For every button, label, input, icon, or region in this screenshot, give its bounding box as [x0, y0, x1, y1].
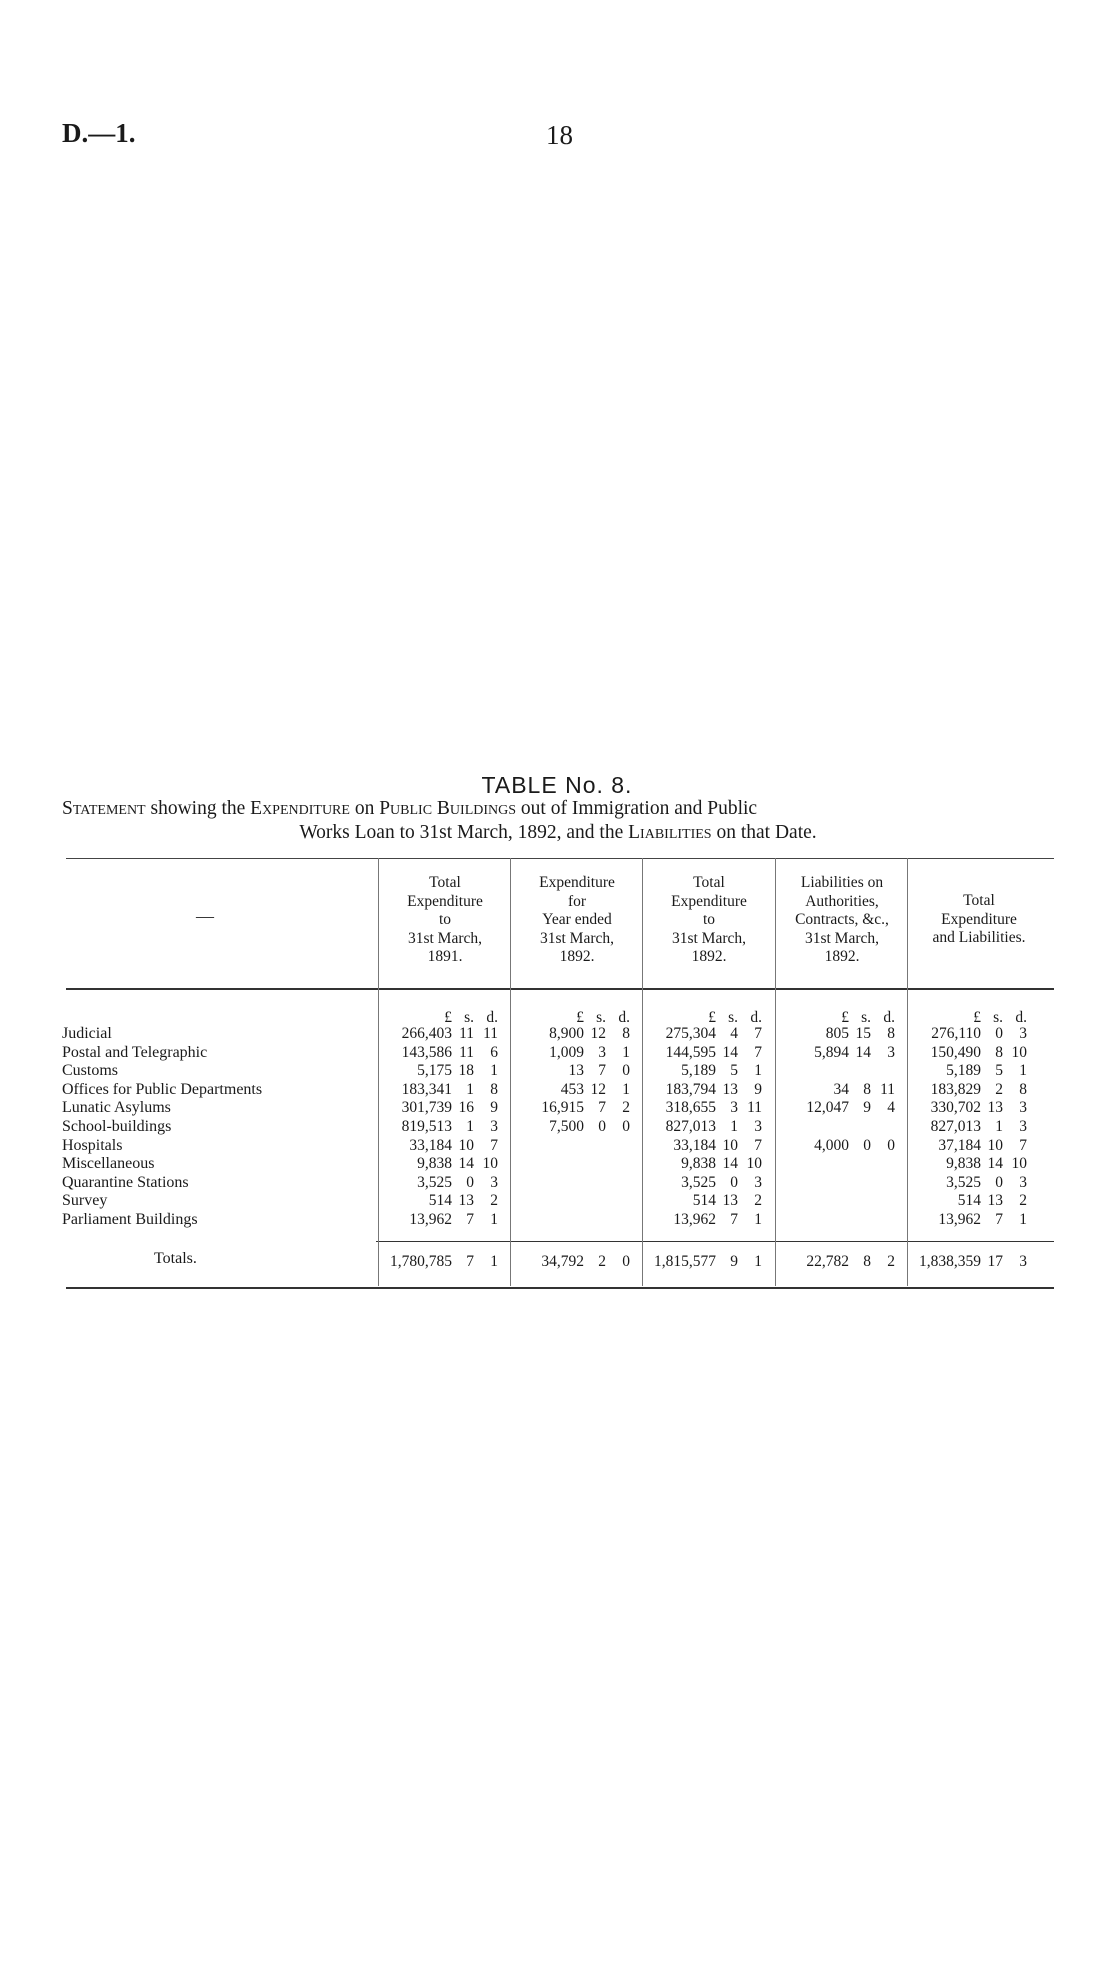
shillings-value: 1: [466, 1080, 474, 1098]
caption-text: on: [349, 798, 380, 819]
totals-top-rule: [376, 1241, 1054, 1242]
pence-value: 7: [1019, 1136, 1027, 1154]
unit-pounds: £: [708, 1009, 716, 1026]
shillings-value: 11: [459, 1043, 474, 1061]
unit-shillings: s.: [596, 1009, 606, 1026]
column-separator: [378, 858, 379, 1286]
column-separator: [642, 858, 643, 1286]
pounds-value: 5,894: [814, 1043, 849, 1061]
shillings-value: 3: [598, 1043, 606, 1061]
shillings-value: 13: [722, 1080, 738, 1098]
total-shillings: 7: [466, 1253, 474, 1270]
shillings-value: 12: [590, 1080, 606, 1098]
unit-pounds: £: [576, 1009, 584, 1026]
header-line: Total: [429, 874, 461, 891]
row-label: Parliament Buildings: [62, 1210, 198, 1228]
pounds-value: 8,900: [549, 1025, 584, 1042]
row-label: Miscellaneous: [62, 1155, 155, 1173]
pounds-value: 5,175: [417, 1062, 452, 1080]
pence-value: 8: [490, 1080, 498, 1098]
pounds-value: 5,189: [681, 1062, 716, 1080]
header-line: Expenditure: [671, 892, 747, 910]
row-label: Judicial: [62, 1025, 112, 1042]
totals-label: Totals.: [154, 1250, 197, 1267]
pence-value: 9: [490, 1099, 498, 1117]
column-header-4: [777, 874, 907, 967]
pence-value: 10: [1011, 1043, 1027, 1061]
pence-value: 10: [746, 1155, 762, 1173]
shillings-value: 7: [730, 1210, 738, 1228]
pounds-value: 9,838: [946, 1155, 981, 1173]
row-label: Quarantine Stations: [62, 1173, 189, 1191]
table-bottom-rule: [66, 1287, 1054, 1289]
unit-pounds: £: [973, 1009, 981, 1026]
row-label: School-buildings: [62, 1117, 172, 1135]
shillings-value: 14: [855, 1043, 871, 1061]
pence-value: 7: [754, 1043, 762, 1061]
total-pounds: 1,838,359: [919, 1253, 981, 1270]
pence-value: 2: [754, 1192, 762, 1210]
pounds-value: 453: [560, 1080, 584, 1098]
header-line: Authorities,: [805, 892, 879, 910]
header-line: to: [702, 911, 716, 928]
shillings-value: 1: [730, 1117, 738, 1135]
pounds-value: 4,000: [814, 1136, 849, 1154]
caption-text: Works Loan to 31st March, 1892, and the: [299, 822, 629, 843]
unit-pence: d.: [1015, 1009, 1027, 1026]
header-line: 1892.: [691, 948, 727, 965]
unit-pence: d.: [618, 1009, 630, 1026]
pounds-value: 276,110: [931, 1025, 981, 1042]
shillings-value: 16: [458, 1099, 474, 1117]
header-line: Year ended: [542, 911, 612, 928]
shillings-value: 1: [466, 1117, 474, 1135]
pounds-value: 9,838: [417, 1155, 452, 1173]
total-pounds: 22,782: [806, 1253, 849, 1270]
pence-value: 3: [490, 1117, 498, 1135]
header-line: Total: [693, 874, 725, 891]
header-line: Contracts, &c.,: [795, 911, 889, 928]
row-label: Hospitals: [62, 1136, 123, 1154]
row-labels: [62, 1025, 262, 1230]
pounds-value: 13,962: [409, 1210, 452, 1228]
header-line: 31st March,: [804, 929, 880, 947]
shillings-value: 10: [458, 1136, 474, 1154]
pounds-value: 13: [568, 1062, 584, 1080]
pounds-value: 827,013: [665, 1117, 716, 1135]
total-pence: 1: [490, 1253, 498, 1270]
pounds-value: 318,655: [665, 1099, 716, 1117]
pence-value: 1: [490, 1210, 498, 1228]
unit-pence: d.: [883, 1009, 895, 1026]
unit-shillings: s.: [728, 1009, 738, 1026]
caption-word: Public Buildings: [379, 798, 517, 819]
column-header-3: [644, 874, 774, 967]
header-line: Expenditure: [539, 874, 615, 891]
pounds-value: 9,838: [681, 1155, 716, 1173]
shillings-value: 0: [995, 1025, 1003, 1042]
caption-word: Expenditure: [250, 798, 350, 819]
pence-value: 1: [622, 1043, 630, 1061]
pence-value: 1: [1019, 1210, 1027, 1228]
header-line: and Liabilities.: [932, 929, 1026, 946]
pence-value: 0: [887, 1136, 895, 1154]
shillings-value: 5: [995, 1062, 1003, 1080]
shillings-value: 7: [995, 1210, 1003, 1228]
unit-shillings: s.: [993, 1009, 1003, 1026]
pounds-value: 37,184: [938, 1136, 981, 1154]
header-line: to: [438, 911, 452, 928]
header-line: 1892.: [824, 948, 860, 965]
row-label: Lunatic Asylums: [62, 1099, 171, 1117]
pence-value: 3: [1019, 1025, 1027, 1042]
pence-value: 3: [754, 1173, 762, 1191]
pence-value: 2: [1019, 1192, 1027, 1210]
pounds-value: 805: [825, 1025, 849, 1042]
pounds-value: 514: [957, 1192, 981, 1210]
table-caption: [62, 797, 1054, 845]
pence-value: 1: [622, 1080, 630, 1098]
shillings-value: 13: [987, 1192, 1003, 1210]
pence-value: 11: [880, 1080, 895, 1098]
header-line: 1892.: [559, 948, 595, 965]
table-title: TABLE No. 8.: [481, 772, 633, 798]
column-header-2: [512, 874, 642, 967]
shillings-value: 10: [987, 1136, 1003, 1154]
shillings-value: 9: [863, 1099, 871, 1117]
column-separator: [907, 858, 908, 1286]
header-line: Liabilities on: [800, 874, 884, 891]
unit-shillings: s.: [861, 1009, 871, 1026]
pence-value: 4: [887, 1099, 895, 1117]
pence-value: 8: [1019, 1080, 1027, 1098]
pence-value: 11: [747, 1099, 762, 1117]
pence-value: 7: [754, 1025, 762, 1042]
pounds-value: 301,739: [401, 1099, 452, 1117]
row-label: Postal and Telegraphic: [62, 1043, 208, 1061]
pounds-value: 13,962: [938, 1210, 981, 1228]
pounds-value: 1,009: [549, 1043, 584, 1061]
shillings-value: 15: [855, 1025, 871, 1042]
shillings-value: 4: [730, 1025, 738, 1042]
pounds-value: 150,490: [930, 1043, 981, 1061]
pence-value: 3: [887, 1043, 895, 1061]
unit-pounds: £: [841, 1009, 849, 1026]
total-shillings: 8: [863, 1253, 871, 1270]
pounds-value: 144,595: [665, 1043, 716, 1061]
header-line: 1891.: [427, 948, 463, 965]
pounds-value: 330,702: [930, 1099, 981, 1117]
header-line: for: [567, 892, 587, 910]
caption-text: on that Date.: [711, 822, 817, 843]
shillings-value: 0: [466, 1173, 474, 1191]
total-pence: 2: [887, 1253, 895, 1270]
pounds-value: 7,500: [549, 1117, 584, 1135]
shillings-value: 14: [722, 1155, 738, 1173]
table-top-rule: [66, 858, 1054, 859]
pence-value: 8: [887, 1025, 895, 1042]
pence-value: 8: [622, 1025, 630, 1042]
pence-value: 1: [754, 1210, 762, 1228]
pence-value: 7: [754, 1136, 762, 1154]
shillings-value: 18: [458, 1062, 474, 1080]
total-pounds: 1,815,577: [654, 1253, 716, 1270]
pounds-value: 33,184: [673, 1136, 716, 1154]
pounds-value: 34: [833, 1080, 849, 1098]
header-line: Expenditure: [407, 892, 483, 910]
pounds-value: 12,047: [806, 1099, 849, 1117]
pence-value: 3: [1019, 1099, 1027, 1117]
shillings-value: 5: [730, 1062, 738, 1080]
pounds-value: 143,586: [401, 1043, 452, 1061]
shillings-value: 8: [863, 1080, 871, 1098]
shillings-value: 7: [598, 1062, 606, 1080]
caption-word: Statement: [62, 798, 146, 819]
shillings-value: 13: [722, 1192, 738, 1210]
caption-word: Liabilities: [628, 822, 712, 843]
caption-text: out of Immigration and Public: [516, 798, 758, 819]
total-shillings: 17: [987, 1253, 1003, 1270]
shillings-value: 11: [459, 1025, 474, 1042]
pounds-value: 514: [692, 1192, 716, 1210]
unit-pence: d.: [750, 1009, 762, 1026]
pence-value: 2: [622, 1099, 630, 1117]
shillings-value: 0: [995, 1173, 1003, 1191]
shillings-value: 10: [722, 1136, 738, 1154]
header-line: 31st March,: [671, 929, 747, 947]
header-line: Expenditure: [941, 910, 1017, 928]
pounds-value: 514: [428, 1192, 452, 1210]
pence-value: 3: [754, 1117, 762, 1135]
header-line: Total: [963, 892, 995, 909]
pounds-value: 13,962: [673, 1210, 716, 1228]
pence-value: 0: [622, 1117, 630, 1135]
unit-shillings: s.: [464, 1009, 474, 1026]
shillings-value: 3: [730, 1099, 738, 1117]
header-line: 31st March,: [539, 929, 615, 947]
shillings-value: 12: [590, 1025, 606, 1042]
pounds-value: 16,915: [541, 1099, 584, 1117]
pence-value: 2: [490, 1192, 498, 1210]
pounds-value: 275,304: [665, 1025, 716, 1042]
row-label: Survey: [62, 1192, 108, 1210]
shillings-value: 14: [722, 1043, 738, 1061]
page-number: 18: [546, 120, 573, 150]
shillings-value: 7: [466, 1210, 474, 1228]
pounds-value: 33,184: [409, 1136, 452, 1154]
shillings-value: 13: [458, 1192, 474, 1210]
pounds-value: 3,525: [417, 1173, 452, 1191]
pounds-value: 819,513: [401, 1117, 452, 1135]
total-pence: 0: [622, 1253, 630, 1270]
shillings-value: 7: [598, 1099, 606, 1117]
total-shillings: 2: [598, 1253, 606, 1270]
row-label: Customs: [62, 1062, 119, 1080]
shillings-value: 14: [987, 1155, 1003, 1173]
unit-pounds: £: [444, 1009, 452, 1026]
document-reference: D.—1.: [62, 118, 136, 148]
pence-value: 6: [490, 1043, 498, 1061]
column-separator: [510, 858, 511, 1286]
pence-value: 1: [754, 1062, 762, 1080]
shillings-value: 1: [995, 1117, 1003, 1135]
shillings-value: 0: [730, 1173, 738, 1191]
column-header-1: [380, 874, 510, 967]
pence-value: 0: [622, 1062, 630, 1080]
pence-value: 1: [1019, 1062, 1027, 1080]
pounds-value: 183,829: [930, 1080, 981, 1098]
caption-line-2: [62, 821, 1054, 845]
total-pence: 1: [754, 1253, 762, 1270]
header-line: 31st March,: [407, 929, 483, 947]
shillings-value: 0: [863, 1136, 871, 1154]
pence-value: 3: [490, 1173, 498, 1191]
pounds-value: 5,189: [946, 1062, 981, 1080]
pence-value: 3: [1019, 1173, 1027, 1191]
pence-value: 1: [490, 1062, 498, 1080]
row-label: Offices for Public Departments: [62, 1080, 263, 1098]
pounds-value: 3,525: [946, 1173, 981, 1191]
pence-value: 11: [483, 1025, 498, 1042]
stub-header-dash: —: [196, 906, 214, 926]
total-pounds: 34,792: [541, 1253, 584, 1270]
pence-value: 10: [482, 1155, 498, 1173]
shillings-value: 0: [598, 1117, 606, 1135]
shillings-value: 2: [995, 1080, 1003, 1098]
header-bottom-rule: [66, 988, 1054, 990]
pounds-value: 3,525: [681, 1173, 716, 1191]
pence-value: 10: [1011, 1155, 1027, 1173]
total-pence: 3: [1019, 1253, 1027, 1270]
pence-value: 7: [490, 1136, 498, 1154]
total-shillings: 9: [730, 1253, 738, 1270]
shillings-value: 14: [458, 1155, 474, 1173]
pence-value: 9: [754, 1080, 762, 1098]
column-separator: [775, 858, 776, 1286]
pounds-value: 266,403: [401, 1025, 452, 1042]
caption-text: showing the: [145, 798, 251, 819]
total-pounds: 1,780,785: [390, 1253, 452, 1270]
shillings-value: 8: [995, 1043, 1003, 1061]
column-header-5: [909, 892, 1049, 948]
unit-pence: d.: [486, 1009, 498, 1026]
pounds-value: 827,013: [930, 1117, 981, 1135]
shillings-value: 13: [987, 1099, 1003, 1117]
pounds-value: 183,341: [401, 1080, 452, 1098]
pounds-value: 183,794: [665, 1080, 716, 1098]
pence-value: 3: [1019, 1117, 1027, 1135]
